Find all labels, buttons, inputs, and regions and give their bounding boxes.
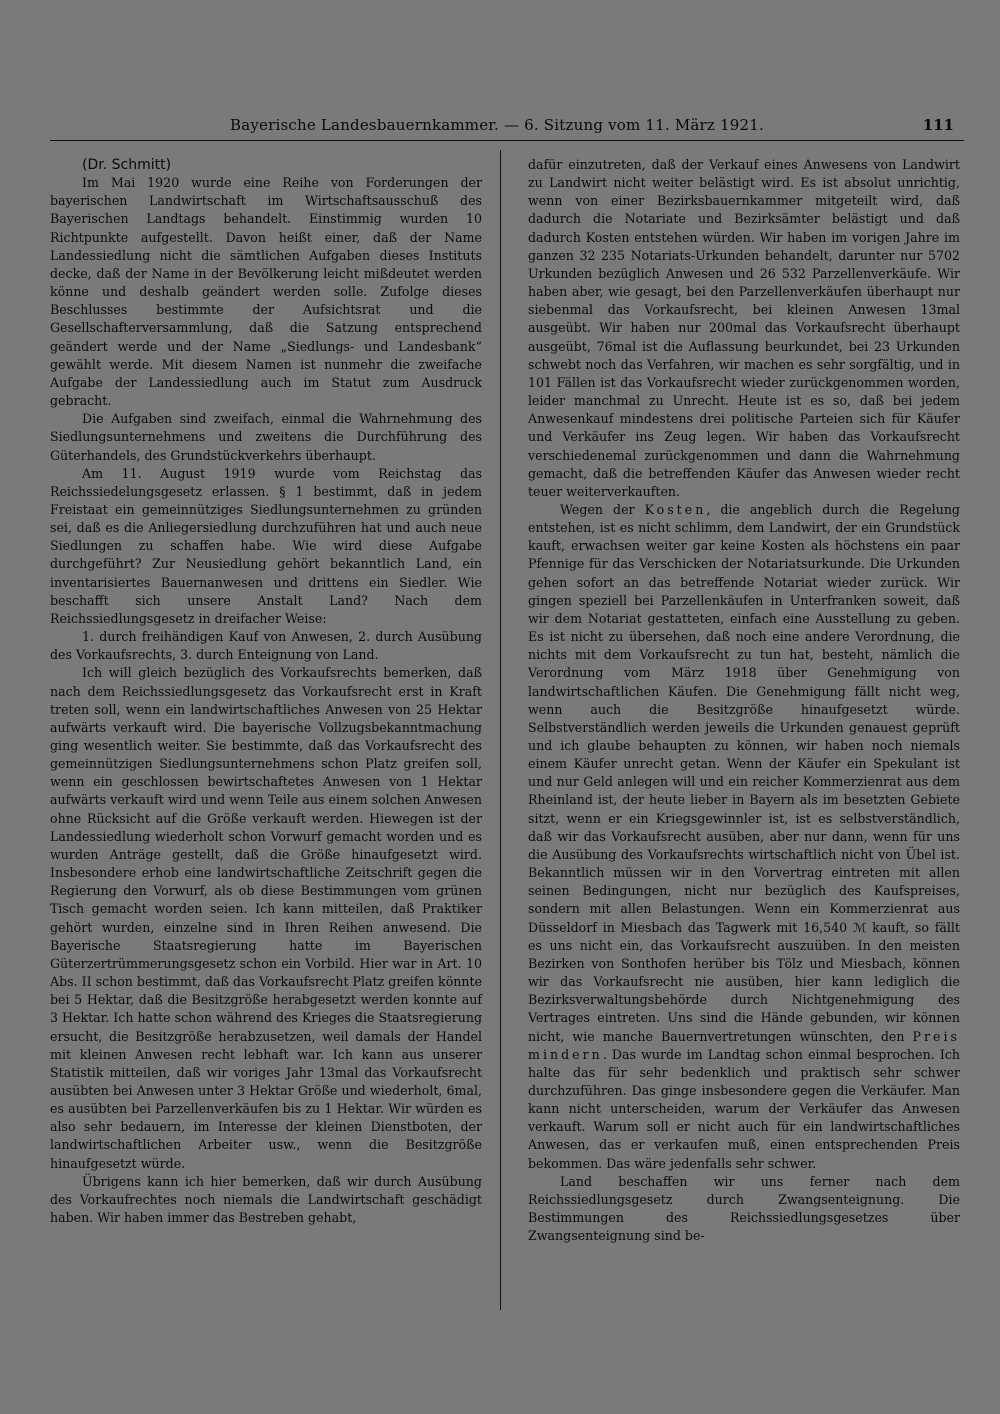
spaced-emphasis: Kosten (644, 501, 707, 517)
text-run: , die angeblich durch die Regelung entstehen, ist es nicht schlimm, dem Landwirt, der ein Grundstück kauft, erwachsen weiter gar keine Kosten als höchstens ein paar Pfennige für das Verschicken der Notariatsurkunde. Die Urkunden gehen sofort an das betreffende Notariat wieder zurück. Wir gingen speziell bei Parzellenkäufen in Unterfranken soweit, daß wir dem Notariat gestatteten, einfach eine Ausstellung zu geben. Es ist nicht zu übersehen, daß noch eine andere Verordnung, die nichts mit dem Vorkaufsrecht zu tun hat, besteht, nämlich die Verordnung vom März 1918 über Genehmigung von landwirtschaftlichen Käufen. Die Genehmigung fällt nicht weg, wenn auch die Besitzgröße hinaufgesetzt würde. Selbstverständlich werden jeweils die Urkunden genauest geprüft und ich glaube behaupten zu können, wir haben noch niemals einem Käufer unrecht getan. Wenn der Käufer ein Spekulant ist und nur Geld anlegen will und ein reicher Kommerzienrat aus dem Rheinland ist, der heute lieber in Bayern als im besetzten Gebiete sitzt, wenn er ein Kriegsgewinnler ist, ist es selbstverständlich, daß wir das Vorkaufsrecht ausüben, aber nur dann, wenn für uns die Ausübung des Vorkaufsrechts wirtschaftlich nicht von Übel ist. Bekanntlich müssen wir in den Vorvertrag eintreten mit allen seinen Bedingungen, nicht nur bezüglich des Kaufspreises, sondern mit allen Belastungen. Wenn ein Kommerzienrat aus Düsseldorf in Miesbach das Tagwerk mit 16,540 ℳ kauft, so fällt es uns nicht ein, das Vorkaufsrecht auszuüben. In den meisten Bezirken von Sonthofen herüber bis Tölz und Miesbach, können wir das Vorkaufsrecht nie ausüben, hier kann lediglich die Bezirksverwaltungsbehörde durch Nichtgenehmigung des Vertrages eintreten. Uns sind die Hände gebunden, wir können nicht, wie manche Bauernvertretungen wünschten, den (528, 501, 960, 1044)
paragraph: Ich will gleich bezüglich des Vorkaufsrechts bemerken, daß nach dem Reichssiedlungsgesetz das Vorkaufsrecht erst in Kraft treten soll, wenn ein landwirtschaftliches Anwesen von 25 Hektar aufwärts verkauft wird. Die bayerische Vollzugsbekanntmachung ging wesentlich weiter. Sie bestimmte, daß das Vorkaufsrecht des gemeinnützigen Siedlungsunternehmens schon Platz greifen soll, wenn ein geschlossen bewirtschaftetes Anwesen von 1 Hektar aufwärts verkauft wird und wenn Teile aus einem solchen Anwesen ohne Rücksicht auf die Größe verkauft werden. Hiewegen ist der Landessiedlung wiederholt schon Vorwurf gemacht worden und es wurden Anträge gestellt, daß die Größe hinaufgesetzt wird. Insbesondere erhob eine landwirtschaftliche Zeitschrift gegen die Regierung den Vorwurf, als ob diese Bestimmungen vom grünen Tisch gemacht worden seien. Ich kann mitteilen, daß Praktiker gehört wurden, einzelne sind in Ihren Reihen anwesend. Die Bayerische Staatsregierung hatte im Bayerischen Güterzertrümmerungsgesetz schon ein Vorbild. Hier war in Art. 10 Abs. II schon bestimmt, daß das Vorkaufsrecht Platz greifen könnte bei 5 Hektar, daß die Besitzgröße herabgesetzt werden konnte auf 3 Hektar. Ich hatte schon während des Krieges die Staatsregierung ersucht, die Besitzgröße herabzusetzen, weil damals der Handel mit kleinen Anwesen recht lebhaft war. Ich kann aus unserer Statistik mitteilen, daß wir voriges Jahr 13mal das Vorkaufsrecht ausübten bei Anwesen unter 3 Hektar Größe und wiederholt, 6mal, es ausübten bei Parzellenverkäufen bis zu 1 Hektar. Wir würden es also sehr bedauern, im Interesse der kleinen Dienstboten, der landwirtschaftlichen Arbeiter usw., wenn die Besitzgröße hinaufgesetzt würde. (50, 665, 483, 1171)
paragraph: Land beschaffen wir uns ferner nach dem Reichssiedlungsgesetz durch Zwangsenteignung. Die Bestimmungen des Reichssiedlungsgesetzes über Zwangsenteignung sind be- (528, 1173, 960, 1244)
text-run: Wegen der (560, 501, 645, 517)
column-divider (500, 150, 501, 1310)
text-run: . Das wurde im Landtag schon einmal besprochen. Ich halte das für sehr bedenklich und praktisch sehr schwer durchzuführen. Das ginge insbesondere gegen die Verkäufer. Man kann nicht unterscheiden, warum der Verkäufer das Anwesen verkauft. Warum soll er nicht auch für ein landwirtschaftliches Anwesen, das er verkaufen muß, einen entsprechenden Preis bekommen. Das wäre jedenfalls sehr schwer. (528, 1046, 960, 1171)
page-number: 111 (922, 116, 954, 134)
paragraph-kosten (528, 501, 960, 1173)
paragraph: Im Mai 1920 wurde eine Reihe von Forderungen der bayerischen Landwirtschaft im Wirtschaftsausschuß des Bayerischen Landtags behandelt. Einstimmig wurden 10 Richtpunkte aufgestellt. Davon heißt einer, daß der Name Landessiedlung nicht die sämtlichen Aufgaben dieses Instituts decke, daß der Name in der Bevölkerung leicht mißdeutet werden könne und deshalb geändert werden solle. Zufolge dieses Beschlusses bestimmte der Aufsichtsrat und die Gesellschafterversammlung, daß die Satzung entsprechend geändert werde und der Name „Siedlungs- und Landesbank“ gewählt werde. Mit diesem Namen ist nunmehr die zweifache Aufgabe der Landessiedlung auch im Statut zum Ausdruck gebracht. (50, 175, 482, 409)
running-header (50, 116, 964, 138)
paragraph: 1. durch freihändigen Kauf von Anwesen, 2. durch Ausübung des Vorkaufsrechts, 3. durch Enteignung von Land. (50, 629, 482, 663)
speaker-label: (Dr. Schmitt) (82, 157, 172, 173)
left-column (50, 156, 482, 1227)
spaced-emphasis: Preis mindern (528, 1028, 960, 1062)
paragraph: Übrigens kann ich hier bemerken, daß wir durch Ausübung des Vorkaufrechtes noch niemals die Landwirtschaft geschädigt haben. Wir haben immer das Bestreben gehabt, (50, 1173, 482, 1226)
header-rule (50, 140, 964, 141)
header-title: Bayerische Landesbauernkammer. — 6. Sitzung vom 11. März 1921. (230, 116, 764, 134)
paragraph: dafür einzutreten, daß der Verkauf eines Anwesens von Landwirt zu Landwirt nicht weiter belästigt wird. Es ist absolut unrichtig, wenn von einer Bezirksbauernkammer mitgeteilt wird, daß dadurch die Notariate und Bezirksämter belästigt und daß dadurch Kosten entstehen würden. Wir haben im vorigen Jahre im ganzen 32 235 Notariats-Urkunden behandelt, darunter nur 5702 Urkunden bezüglich Anwesen und 26 532 Parzellenverkäufe. Wir haben aber, wie gesagt, bei den Parzellenverkäufen überhaupt nur siebenmal das Vorkaufsrecht, bei kleinen Anwesen 13mal ausgeübt. Wir haben nur 200mal das Vorkaufsrecht überhaupt ausgeübt, 76mal ist die Auflassung beurkundet, bei 23 Urkunden schwebt noch das Verfahren, wir machen es sehr sorgfältig, und in 101 Fällen ist das Vorkaufsrecht wieder zurückgenommen worden, leider manchmal zu Unrecht. Heute ist es so, daß bei jedem Anwesenkauf mindestens drei politische Parteien sich für Käufer und Verkäufer ins Zeug legen. Wir haben das Vorkaufsrecht verschiedenemal zurückgenommen und dann die Wahrnehmung gemacht, daß die betreffenden Käufer das Anwesen wieder recht teuer weiterverkauften. (528, 157, 960, 499)
paragraph: Am 11. August 1919 wurde vom Reichstag das Reichssiedelungsgesetz erlassen. § 1 bestimmt, daß in jedem Freistaat ein gemeinnütziges Siedlungsunternehmen zu gründen sei, daß es die Anliegersiedlung durchzuführen hat und auch neue Siedlungen zu schaffen habe. Wie wird diese Aufgabe durchgeführt? Zur Neusiedlung gehört bekanntlich Land, ein inventarisiertes Bauernanwesen und drittens ein Siedler. Wie beschafft sich unsere Anstalt Land? Nach dem Reichssiedlungsgesetz in dreifacher Weise: (50, 465, 482, 626)
paragraph: Die Aufgaben sind zweifach, einmal die Wahrnehmung des Siedlungsunternehmens und zweitens die Durchführung des Güterhandels, des Grundstückverkehrs überhaupt. (50, 411, 482, 463)
right-column (528, 156, 960, 1245)
